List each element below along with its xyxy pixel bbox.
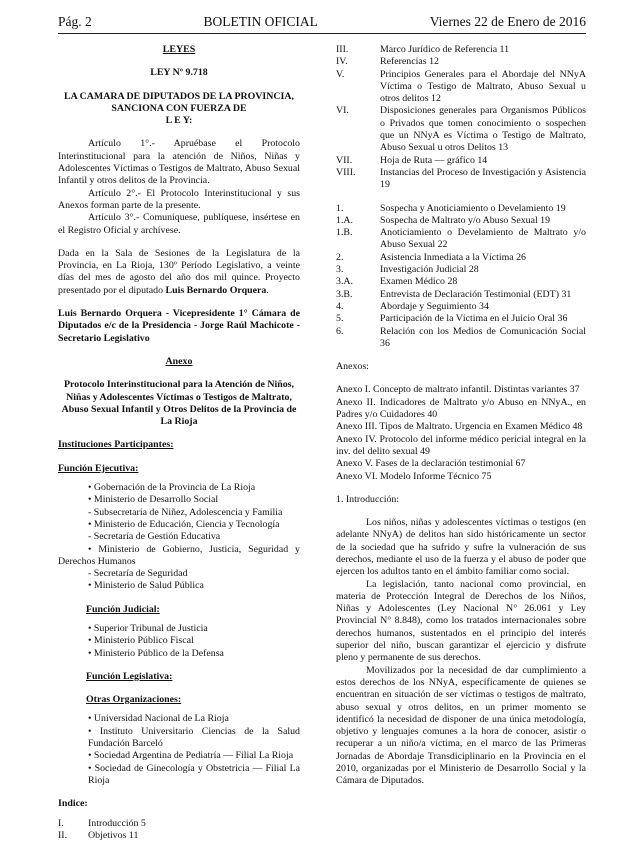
step-entry: 3. Investigación Judicial 28 xyxy=(336,264,479,276)
right-column xyxy=(336,44,586,788)
signatures: Luis Bernardo Orquera - Vicepresidente 1° Cámara de Diputados e/c de la Presidencia - Jorge Raúl Machicote - Secretario Legislativo xyxy=(58,308,300,344)
participants-heading: Instituciones Participantes: xyxy=(58,439,174,451)
article-3: Artículo 3°.- Comuníquese, publíquese, insértese en el Registro Oficial y archívese. xyxy=(58,212,300,236)
index-entry: II. Objetivos 11 xyxy=(58,829,139,841)
step-entry: 6. Relación con los Medios de Comunicación Social 36 xyxy=(336,325,586,349)
list-item: - Subsecretaría de Niñez, Adolescencia y Familia xyxy=(88,506,283,518)
list-item: • Ministerio de Desarrollo Social xyxy=(88,494,219,506)
annex-entry: Anexo IV. Protocolo del informe médico pericial integral en la inv. del delito sexual 49 xyxy=(336,433,586,457)
annex-entry: Anexo V. Fases de la declaración testimonial 67 xyxy=(336,458,526,470)
list-item: • Universidad Nacional de La Rioja xyxy=(88,713,229,725)
chamber-line-3: L E Y: xyxy=(165,115,193,127)
annex-title: Anexo xyxy=(165,355,193,367)
index-entry: III. Marco Jurídico de Referencia 11 xyxy=(336,44,510,55)
publication-title: BOLETIN OFICIAL xyxy=(203,14,318,29)
list-item: • Superior Tribunal de Justicia xyxy=(88,622,208,634)
annex-entry: Anexo III. Tipos de Maltrato. Urgencia en Examen Médico 48 xyxy=(336,421,583,433)
step-entry: 1. Sospecha y Anoticiamiento o Develamiento 19 xyxy=(336,202,566,214)
page-number: Pág. 2 xyxy=(58,14,92,29)
list-item: • Gobernación de la Provincia de La Rioja xyxy=(88,482,256,494)
list-item: • Ministerio de Gobierno, Justicia, Seguridad y Derechos Humanos xyxy=(58,543,300,567)
list-item: • Instituto Universitario Ciencias de la Salud Fundación Barceló xyxy=(88,725,300,750)
page-header xyxy=(58,14,586,34)
intro-paragraph-2: La legislación, tanto nacional como provincial, en materia de Protección Integral de Derechos de los Niños, Niñas y Adolescentes (Ley Nacional N° 26.061 y Ley Provincial N° 8.848), como los tratados internacionales sobre derechos humanos, sustentados en el principio del interés superior del niño, buscan garantizar el ejercicio y disfrute pleno y permanente de sus derechos. xyxy=(336,578,586,664)
law-number: LEY Nº 9.718 xyxy=(150,67,208,79)
annex-entry: Anexo I. Concepto de maltrato infantil. Distintas variantes 37 xyxy=(336,384,580,396)
list-item: • Sociedad Argentina de Pediatría — Filial La Rioja xyxy=(88,750,294,762)
article-1: Artículo 1°.- Apruébase el Protocolo Interinstitucional para la atención de Niños, Niñas y Adolescentes Víctimas o Testigos de Maltrato, Abuso Sexual Infantil y otros delitos de la Provincia. xyxy=(58,138,300,187)
judicial-heading: Función Judicial: xyxy=(86,603,160,615)
chamber-line-1: LA CAMARA DE DIPUTADOS DE LA PROVINCIA, xyxy=(64,90,294,102)
list-item: - Secretaría de Seguridad xyxy=(88,568,188,580)
list-item: • Ministerio de Educación, Ciencia y Tecnología xyxy=(88,518,280,530)
annex-entry: Anexo II. Indicadores de Maltrato y/o Abuso en NNyA., en Padres y/o Cuidadores 40 xyxy=(336,396,586,421)
step-entry: 5. Participación de la Víctima en el Juicio Oral 36 xyxy=(336,313,568,325)
index-entry: VI. Disposiciones generales para Organismos Públicos o Privados que tomen conocimiento o sospechen que un NNyA es Víctima o Testigo de Maltrato, Abuso Sexual u otros Delitos 13 xyxy=(336,105,586,154)
others-heading: Otras Organizaciones: xyxy=(86,694,182,706)
step-entry: 2. Asistencia Inmediata a la Víctima 26 xyxy=(336,251,526,263)
intro-heading: 1. Introducción: xyxy=(336,493,400,505)
list-item: - Secretaría de Gestión Educativa xyxy=(88,531,221,543)
list-item: • Ministerio Público Fiscal xyxy=(88,635,194,647)
publication-date: Viernes 22 de Enero de 2016 xyxy=(429,14,586,29)
annexes-heading: Anexos: xyxy=(336,361,369,373)
index-entry: I. Introducción 5 xyxy=(58,817,146,829)
section-title: LEYES xyxy=(162,44,196,55)
step-entry: 1.A. Sospecha de Maltrato y/o Abuso Sexual 19 xyxy=(336,214,551,226)
article-2: Artículo 2°.- El Protocolo Interinstitucional y sus Anexos forman parte de la presente. xyxy=(58,187,300,211)
list-item: • Ministerio Público de la Defensa xyxy=(88,647,224,659)
index-entry: VII. Hoja de Ruta — gráfico 14 xyxy=(336,154,488,166)
list-item: • Ministerio de Salud Pública xyxy=(88,580,204,592)
legislative-heading: Función Legislativa: xyxy=(86,670,173,682)
executive-heading: Función Ejecutiva: xyxy=(58,462,139,474)
index-heading: Indice: xyxy=(58,798,88,810)
step-entry: 3.A. Examen Médico 28 xyxy=(336,276,458,288)
index-entry: VIII. Instancias del Proceso de Investigación y Asistencia 19 xyxy=(336,166,586,191)
annex-entry: Anexo VI. Modelo Informe Técnico 75 xyxy=(336,470,492,482)
list-item: • Sociedad de Ginecología y Obstetricia — Filial La Rioja xyxy=(88,762,300,786)
intro-paragraph-3: Movilizados por la necesidad de dar cumplimiento a estos derechos de los NNyA, específicamente de quienes se encuentran en situación de ser víctimas o testigos de maltrato, abuso sexual y otros delitos, en un primer momento se identificó la necesidad de disponer de una única metodología, objetivo y lenguajes comunes a la hora de conocer, asistir o recuperar a un niño/a víctima, en el marco de las Primeras Jornadas de Abordaje Transdiciplinario en la Provincia en el 2010, organizadas por el Ministerio de Desarrollo Social y la Cámara de Diputados. xyxy=(336,664,586,787)
chamber-line-2: SANCIONA CON FUERZA DE xyxy=(111,102,247,114)
intro-paragraph-1: Los niños, niñas y adolescentes víctimas o testigos (en adelante NNyA) de delitos han sido históricamente un sector de la sociedad que ha sufrido y sufre la vulneración de sus derechos, mediante el uso de la fuerza y el abuso de poder que ejercen los adultos tanto en el ámbito familiar como social. xyxy=(336,517,586,578)
index-entry: V. Principios Generales para el Abordaje del NNyA Víctima o Testigo de Maltrato, Abuso Sexual u otros delitos 12 xyxy=(336,68,586,105)
presenter-name: Luis Bernardo Orquera xyxy=(165,284,267,296)
step-entry: 4. Abordaje y Seguimiento 34 xyxy=(336,300,489,312)
protocol-title: Protocolo Interinstitucional para la Atención de Niños, Niñas y Adolescentes Víctimas o Testigos de Maltrato, Abuso Sexual Infantil y Otros Delitos de la Provincia de La Rioja xyxy=(61,379,297,428)
step-entry: 3.B. Entrevista de Declaración Testimonial (EDT) 31 xyxy=(336,288,572,300)
left-column xyxy=(58,44,300,842)
given-paragraph: Dada en la Sala de Sesiones de la Legislatura de la Provincia, en La Rioja, 130º Período Legislativo, a veinte días del mes de agosto del año dos mil quince. Proyecto presentado por el diputado Luis Bernardo Orquera. xyxy=(58,247,300,296)
step-entry: 1.B. Anoticiamiento o Develamiento de Maltrato y/o Abuso Sexual 22 xyxy=(336,227,586,251)
index-entry: IV. Referencias 12 xyxy=(336,56,439,68)
